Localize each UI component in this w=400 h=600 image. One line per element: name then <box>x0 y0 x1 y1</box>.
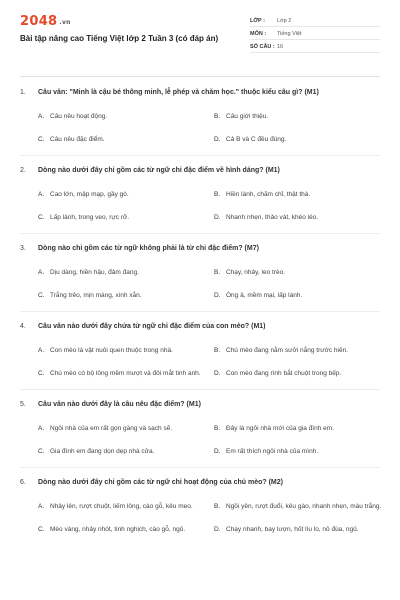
answer-options <box>20 421 380 467</box>
option-letter: B. <box>214 346 221 354</box>
option-text: Dịu dàng, hiền hậu, đảm đang. <box>50 268 139 276</box>
option-letter: C. <box>38 135 45 143</box>
option-letter: D. <box>214 291 221 299</box>
question-number: 1. <box>20 88 26 96</box>
option-text: Câu nêu đặc điểm. <box>50 135 105 143</box>
question-header <box>20 475 380 489</box>
question-divider <box>20 389 380 390</box>
answer-option[interactable] <box>38 288 206 302</box>
option-letter: D. <box>214 369 221 377</box>
option-letter: B. <box>214 268 221 276</box>
option-text: Em rất thích ngôi nhà của mình. <box>226 447 319 455</box>
answer-option[interactable] <box>214 522 382 536</box>
meta-row-class <box>250 14 380 27</box>
option-text: Nhảy lên, rượt chuột, liếm lông, cào gỗ, kêu meo. <box>50 502 193 510</box>
question-item <box>20 319 380 390</box>
answer-option[interactable] <box>38 522 206 536</box>
option-letter: B. <box>214 190 221 198</box>
question-number: 4. <box>20 322 26 330</box>
option-letter: C. <box>38 369 45 377</box>
answer-option[interactable] <box>214 210 382 224</box>
answer-option[interactable] <box>38 265 206 279</box>
question-text: Câu văn nào dưới đây chứa từ ngữ chỉ đặc điểm của con mèo? (M1) <box>38 322 266 330</box>
option-text: Cả B và C đều đúng. <box>226 135 287 143</box>
option-letter: D. <box>214 525 221 533</box>
option-text: Gia đình em đang dọn dẹp nhà cửa. <box>50 447 155 455</box>
option-letter: D. <box>214 213 221 221</box>
answer-option[interactable] <box>38 499 206 513</box>
meta-value: 16 <box>277 44 284 50</box>
answer-option[interactable] <box>214 421 382 435</box>
question-header <box>20 241 380 255</box>
option-text: Ngồi yên, rượt đuổi, kêu gào, nhanh nhẹn, màu trắng. <box>226 502 382 510</box>
option-text: Câu giới thiệu. <box>226 112 269 120</box>
question-item <box>20 163 380 234</box>
option-text: Mèo vàng, nhảy nhót, tinh nghịch, cào gỗ, ngủ. <box>50 525 186 533</box>
option-text: Đây là ngôi nhà mới của gia đình em. <box>226 424 334 432</box>
answer-option[interactable] <box>38 444 206 458</box>
answer-options <box>20 499 380 545</box>
answer-option[interactable] <box>38 132 206 146</box>
meta-info <box>250 14 380 53</box>
option-text: Câu nêu hoạt động. <box>50 112 108 120</box>
answer-option[interactable] <box>214 265 382 279</box>
question-number: 6. <box>20 478 26 486</box>
meta-row-count <box>250 40 380 53</box>
answer-option[interactable] <box>38 343 206 357</box>
answer-option[interactable] <box>214 288 382 302</box>
answer-option[interactable] <box>38 187 206 201</box>
question-item <box>20 475 380 545</box>
option-letter: A. <box>38 112 45 120</box>
meta-label: MÔN : <box>250 31 267 37</box>
answer-option[interactable] <box>38 421 206 435</box>
answer-options <box>20 187 380 233</box>
question-text: Dòng nào chỉ gồm các từ ngữ không phải là từ chỉ đặc điểm? (M7) <box>38 244 259 252</box>
option-text: Cao lớn, mập mạp, gầy gò. <box>50 190 129 198</box>
answer-option[interactable] <box>214 499 382 513</box>
meta-value: Tiếng Việt <box>277 31 302 37</box>
answer-option[interactable] <box>38 109 206 123</box>
meta-label: LỚP : <box>250 18 265 24</box>
answer-options <box>20 265 380 311</box>
question-text: Dòng nào dưới đây chỉ gồm các từ ngữ chỉ hoạt động của chú mèo? (M2) <box>38 478 283 486</box>
meta-label: SỐ CÂU : <box>250 44 275 50</box>
question-number: 3. <box>20 244 26 252</box>
option-text: Lấp lánh, trong veo, rực rỡ. <box>50 213 130 221</box>
answer-options <box>20 109 380 155</box>
answer-option[interactable] <box>214 343 382 357</box>
question-number: 5. <box>20 400 26 408</box>
option-text: Chú mèo đang nằm sưởi nắng trước hiên. <box>226 346 349 354</box>
meta-value: Lớp 2 <box>277 18 292 24</box>
question-item <box>20 241 380 312</box>
option-letter: B. <box>214 112 221 120</box>
option-letter: B. <box>214 424 221 432</box>
option-letter: A. <box>38 424 45 432</box>
answer-option[interactable] <box>38 210 206 224</box>
option-letter: B. <box>214 502 221 510</box>
option-text: Óng ả, mềm mại, lấp lánh. <box>226 291 303 299</box>
option-letter: A. <box>38 502 45 510</box>
meta-row-subject <box>250 27 380 40</box>
answer-option[interactable] <box>214 187 382 201</box>
question-text: Câu văn nào dưới đây là câu nêu đặc điểm? (M1) <box>38 400 201 408</box>
answer-option[interactable] <box>214 444 382 458</box>
answer-option[interactable] <box>38 366 206 380</box>
question-header <box>20 163 380 177</box>
option-text: Con mèo là vật nuôi quen thuộc trong nhà. <box>50 346 173 354</box>
question-text: Dòng nào dưới đây chỉ gồm các từ ngữ chỉ đặc điểm về hình dáng? (M1) <box>38 166 280 174</box>
option-text: Chú mèo có bộ lông mềm mượt và đôi mắt tinh anh. <box>50 369 201 377</box>
question-item <box>20 85 380 156</box>
question-header <box>20 319 380 333</box>
question-header <box>20 397 380 411</box>
question-item <box>20 397 380 468</box>
question-divider <box>20 233 380 234</box>
option-letter: A. <box>38 268 45 276</box>
option-letter: C. <box>38 447 45 455</box>
option-text: Ngôi nhà của em rất gọn gàng và sạch sẽ. <box>50 424 173 432</box>
answer-option[interactable] <box>214 109 382 123</box>
answer-option[interactable] <box>214 132 382 146</box>
option-text: Con mèo đang rình bắt chuột trong bếp. <box>226 369 342 377</box>
option-letter: D. <box>214 135 221 143</box>
answer-option[interactable] <box>214 366 382 380</box>
question-divider <box>20 467 380 468</box>
option-text: Hiền lành, chăm chỉ, thật thà. <box>226 190 311 198</box>
option-letter: C. <box>38 525 45 533</box>
option-letter: A. <box>38 190 45 198</box>
option-text: Nhanh nhẹn, thảo vát, khéo léo. <box>226 213 319 221</box>
option-letter: C. <box>38 213 45 221</box>
question-list <box>0 77 400 545</box>
logo-main: 2048 <box>20 14 58 29</box>
question-header <box>20 85 380 99</box>
option-text: Chạy nhanh, bay lượn, hốt lìu lo, nô đùa, ngủ. <box>226 525 359 533</box>
logo-suffix: .vn <box>59 19 71 26</box>
question-divider <box>20 155 380 156</box>
page-header <box>0 0 400 60</box>
option-letter: C. <box>38 291 45 299</box>
question-text: Câu văn: "Minh là cậu bé thông minh, lễ phép và chăm học." thuộc kiểu câu gì? (M1) <box>38 88 319 96</box>
question-divider <box>20 311 380 312</box>
option-letter: A. <box>38 346 45 354</box>
option-text: Chạy, nhảy, leo trèo. <box>226 268 286 276</box>
option-letter: D. <box>214 447 221 455</box>
option-text: Trắng trẻo, mịn màng, xinh xắn. <box>50 291 142 299</box>
question-number: 2. <box>20 166 26 174</box>
page-title: Bài tập nâng cao Tiếng Việt lớp 2 Tuần 3 (có đáp án) <box>20 34 219 43</box>
answer-options <box>20 343 380 389</box>
